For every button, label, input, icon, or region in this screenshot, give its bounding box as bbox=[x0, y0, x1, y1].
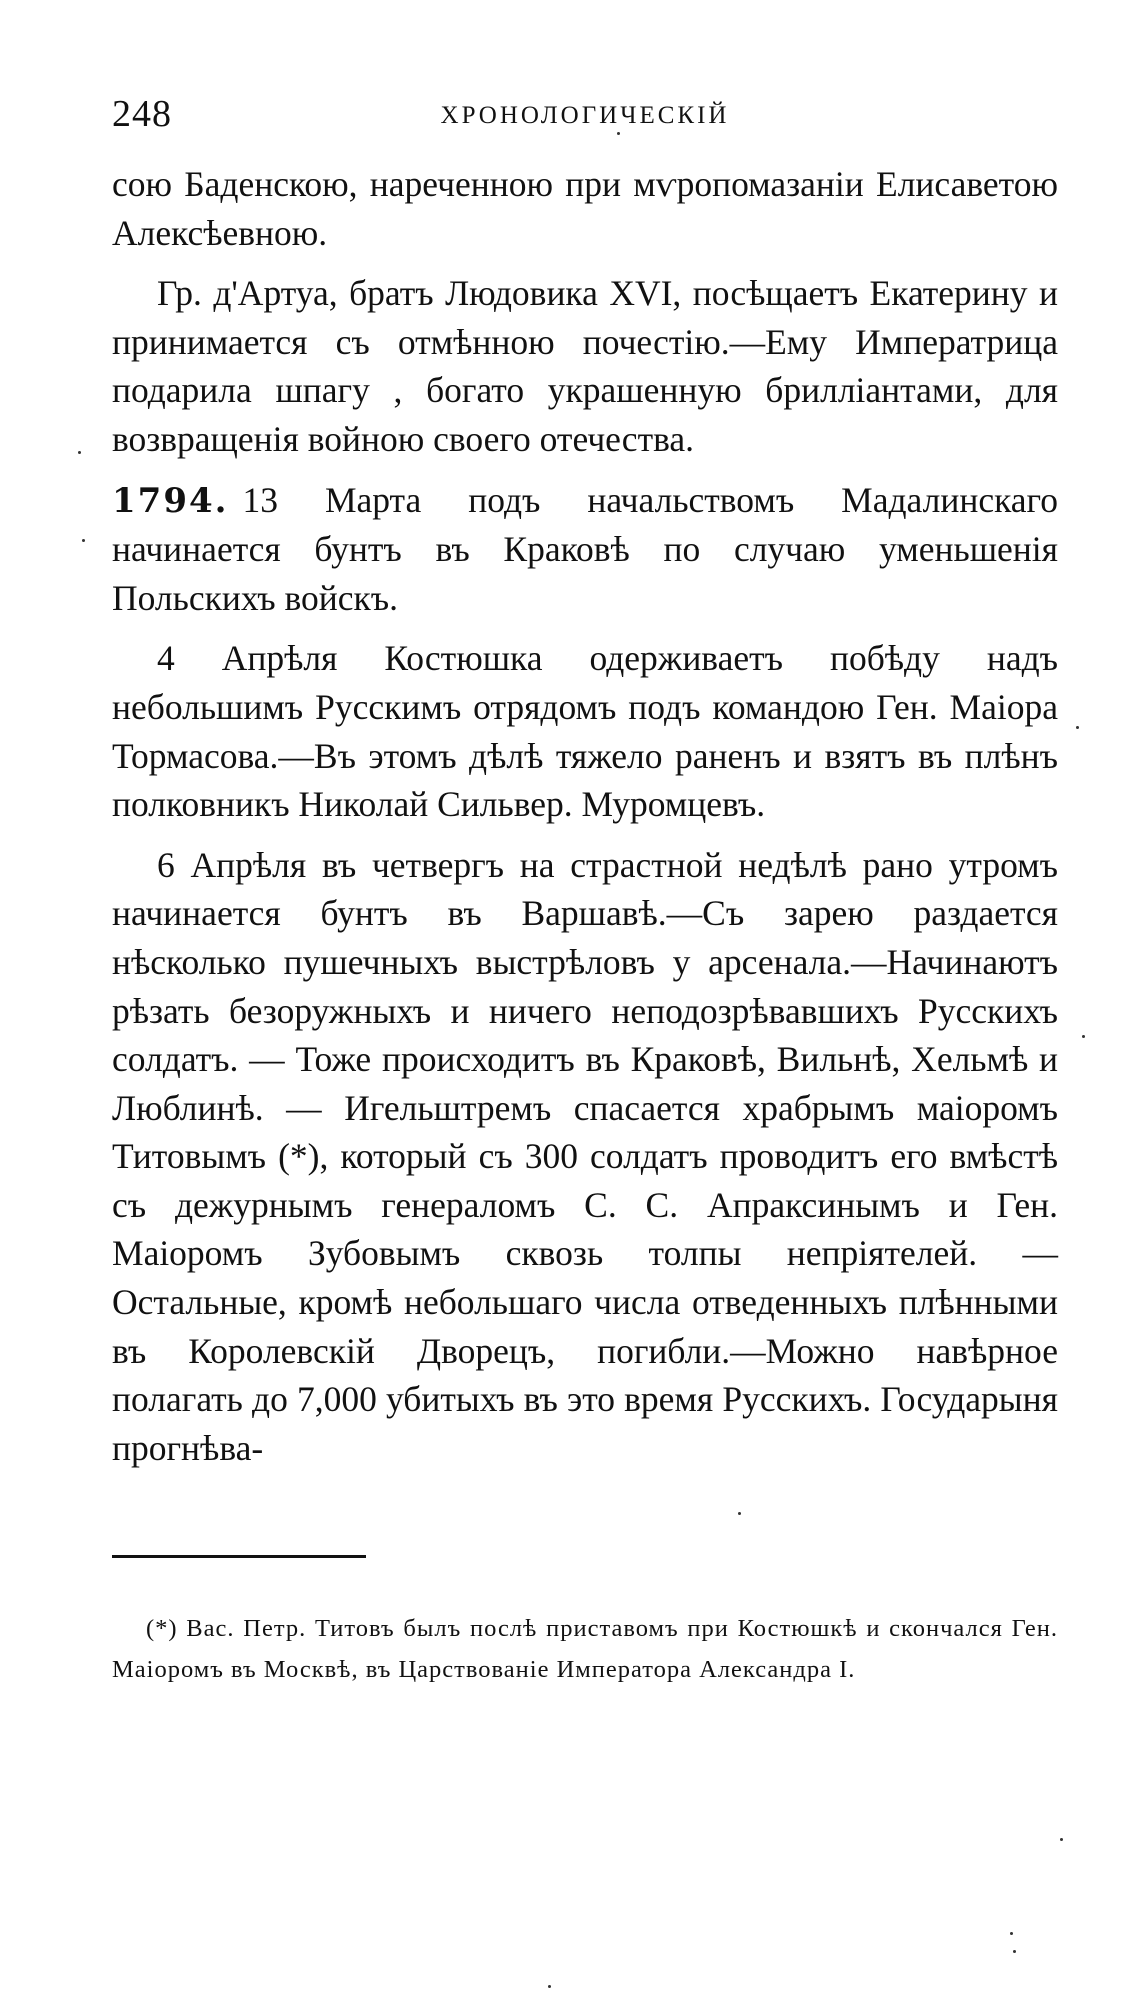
print-speck bbox=[1076, 726, 1079, 729]
year-1794: 1794. bbox=[112, 480, 229, 521]
paragraph-1: сою Баденскою, нареченною при мѵропомазаніи Елисаветою Алексѣевною. bbox=[112, 164, 1058, 253]
paragraph-3 bbox=[112, 476, 1058, 623]
page-header bbox=[112, 92, 1058, 142]
print-speck bbox=[1060, 1838, 1063, 1841]
paragraph-2: Гр. д'Артуа, братъ Людовика XVI, посѣщаетъ Екатерину и принимается съ отмѣнною почестію.—Ему Императрица подарила шпагу , богато украшенную бриллiантами, для возвращенія войною своего отечества. bbox=[112, 273, 1058, 459]
print-speck bbox=[82, 539, 85, 542]
print-speck bbox=[78, 451, 81, 454]
print-speck bbox=[1010, 1932, 1013, 1935]
print-speck bbox=[617, 132, 620, 135]
print-speck bbox=[1082, 1035, 1085, 1038]
print-speck bbox=[738, 1512, 741, 1515]
paragraph-5: 6 Апрѣля въ четвергъ на страстной недѣлѣ рано утромъ начинается бунтъ въ Варшавѣ.—Съ зарею раздается нѣсколько пушечныхъ выстрѣловъ у арсенала.—Начинаютъ рѣзать безоружныхъ и ничего неподозрѣвавшихъ Русскихъ солдатъ. — Тоже происходитъ въ Краковѣ, Вильнѣ, Хельмѣ и Люблинѣ. — Игельштремъ спасается храбрымъ маіоромъ Титовымъ (*), который съ 300 солдатъ проводитъ его вмѣстѣ съ дежурнымъ генераломъ С. С. Апраксинымъ и Ген. Маіоромъ Зубовымъ сквозь толпы непріятелей. — Остальные, кромѣ небольшаго числа отведенныхъ плѣнными въ Королевскій Дворецъ, погибли.—Можно навѣрное полагать до 7,000 убитыхъ въ это время Русскихъ. Государыня прогнѣва- bbox=[112, 844, 1058, 1468]
page-number: 248 bbox=[112, 93, 172, 135]
main-text bbox=[112, 160, 1058, 1484]
footnote bbox=[112, 1608, 1058, 1690]
paragraph-3-text: 13 Марта подъ начальствомъ Мадалинскаго начинается бунтъ въ Краковѣ по случаю уменьшенія Польскихъ войскъ. bbox=[112, 479, 1058, 618]
print-speck bbox=[548, 1985, 551, 1988]
paragraph-4: 4 Апрѣля Костюшка одерживаетъ побѣду надъ небольшимъ Русскимъ отрядомъ подъ командою Ген. Маіора Тормасова.—Въ этомъ дѣлѣ тяжело раненъ и взятъ въ плѣнъ полковникъ Николай Сильвер. Муромцевъ. bbox=[112, 638, 1058, 825]
footnote-text: (*) Вас. Петр. Титовъ былъ послѣ приставомъ при Костюшкѣ и скончался Ген. Маіоромъ въ Москвѣ, въ Царствованіе Императора Александра I. bbox=[112, 1615, 1058, 1683]
footnote-divider bbox=[112, 1555, 366, 1558]
running-title: ХРОНОЛОГИЧЕСКІЙ bbox=[440, 102, 730, 129]
print-speck bbox=[1013, 1950, 1016, 1953]
